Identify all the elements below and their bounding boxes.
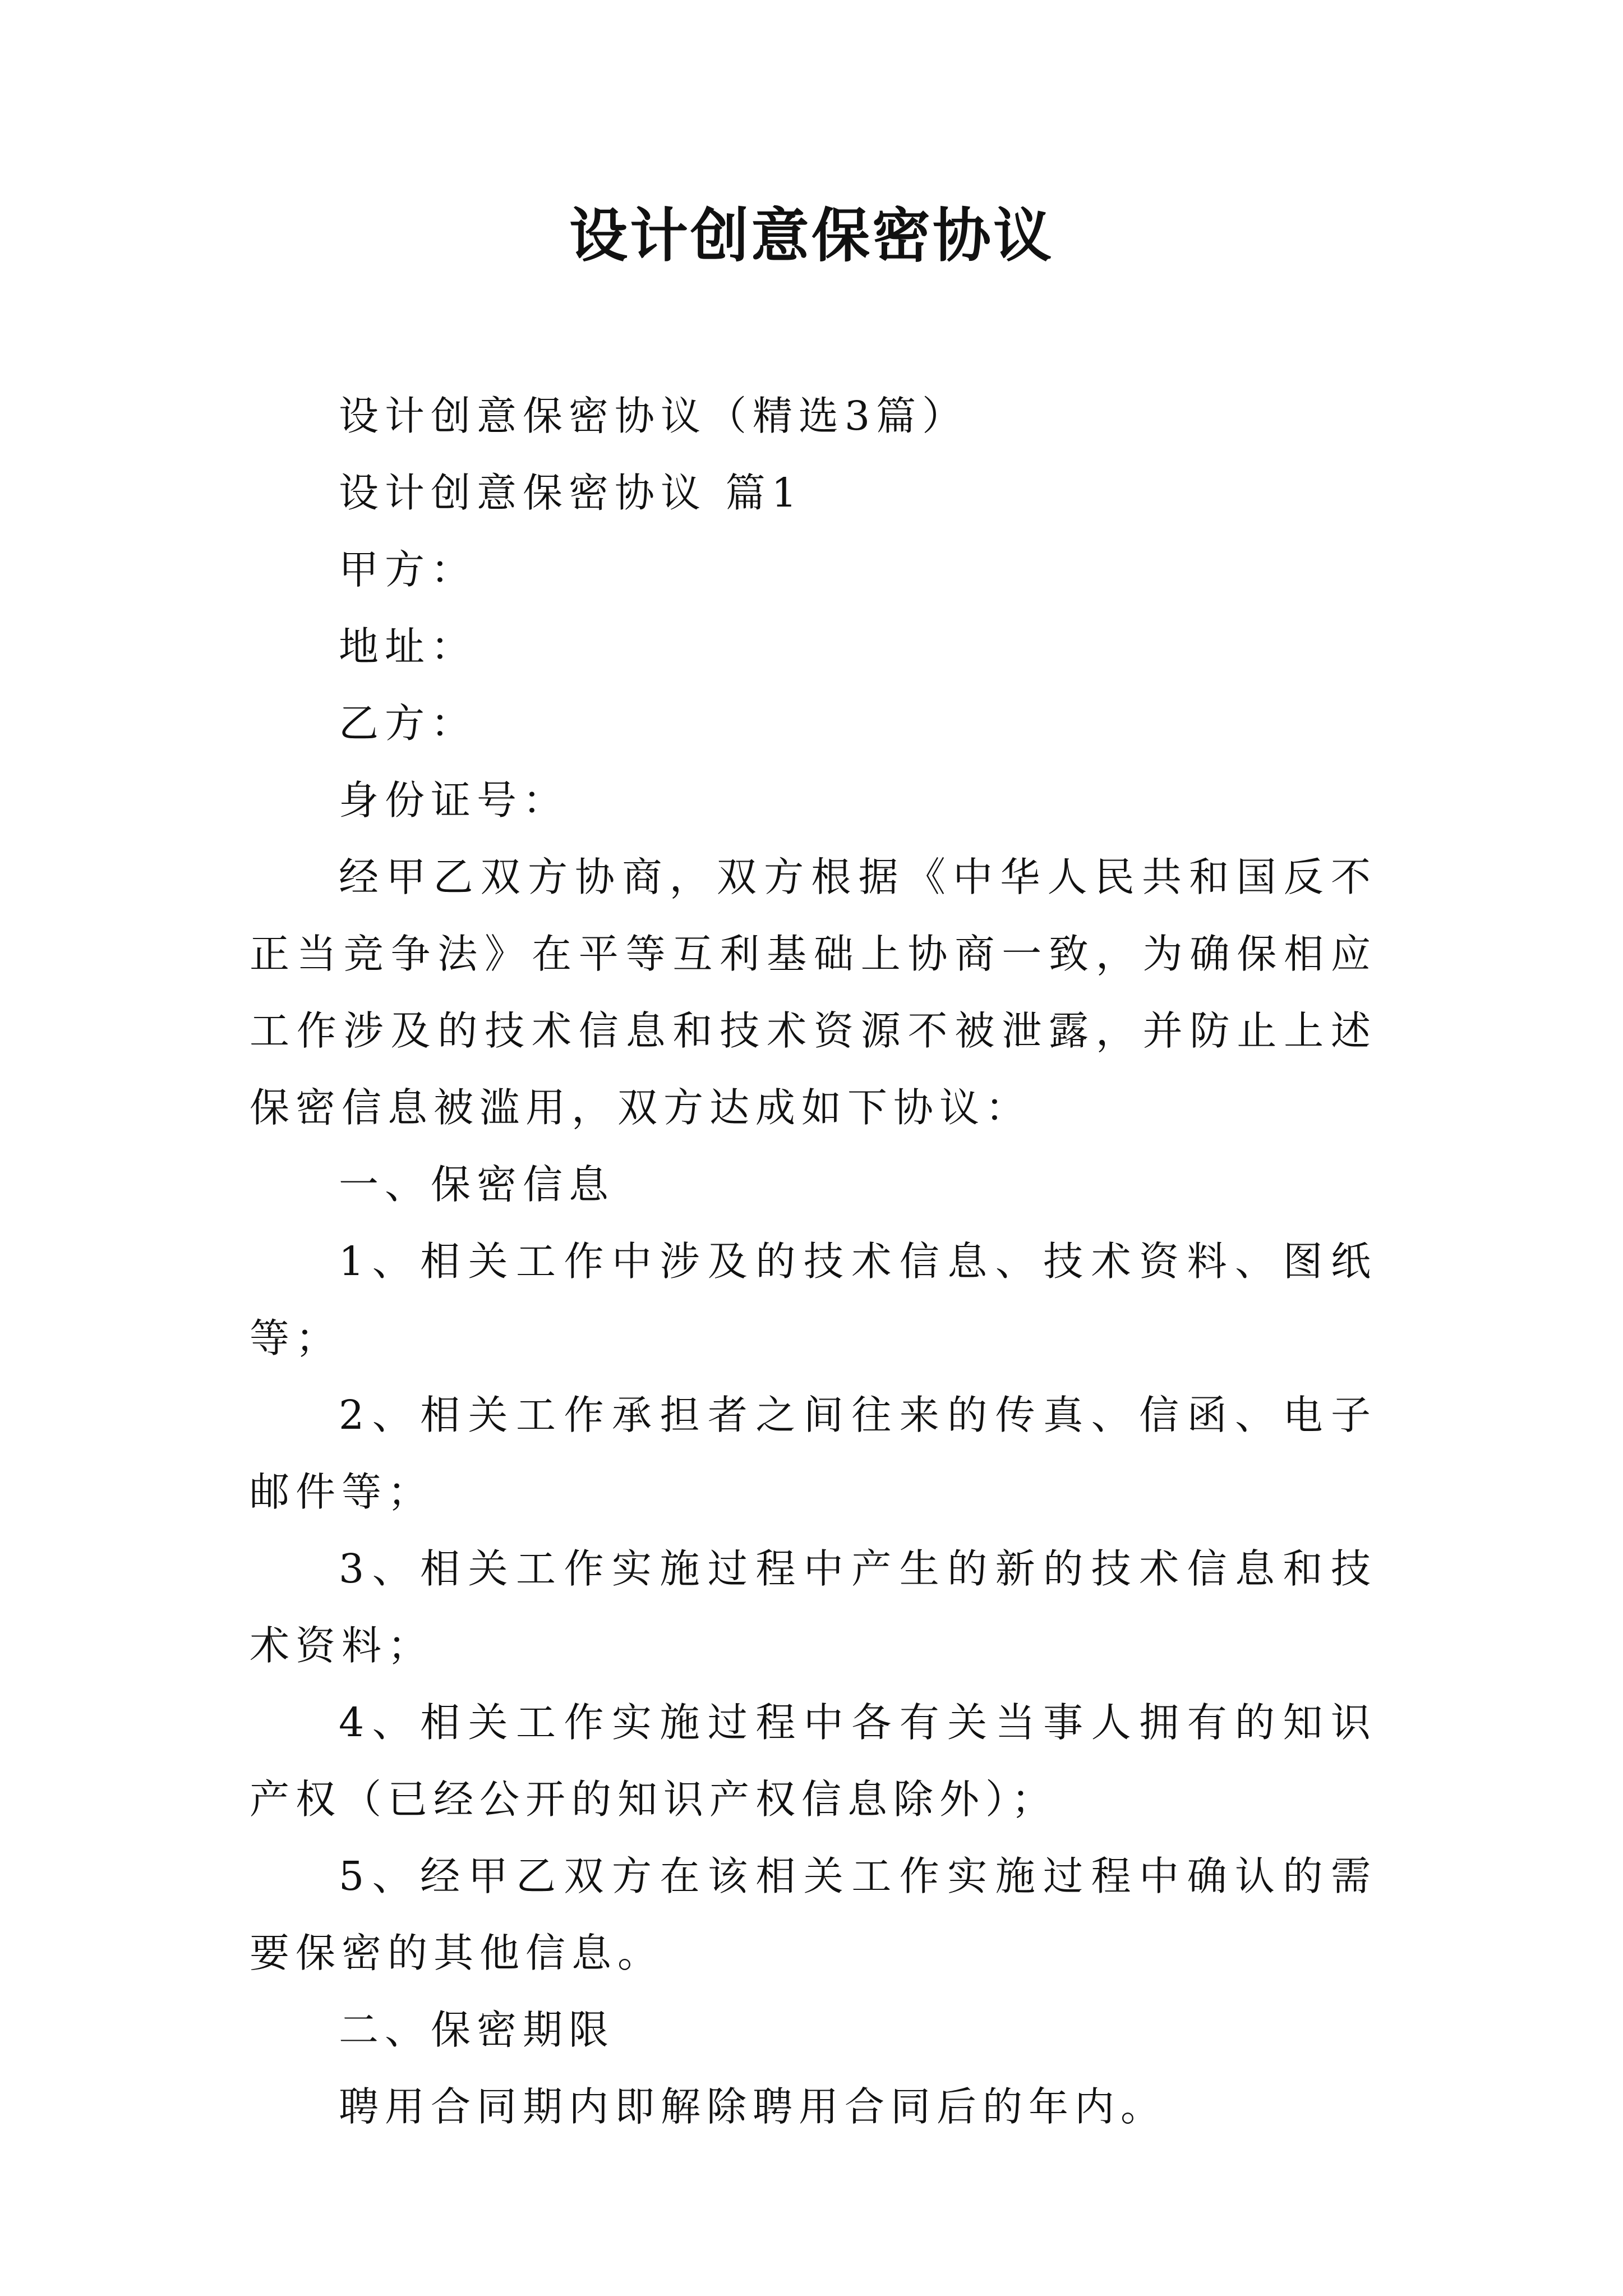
paragraph-heading-confidential-period: 二、保密期限 bbox=[339, 2007, 615, 2053]
paragraph-section-heading: 设计创意保密协议 篇1 bbox=[339, 470, 803, 516]
paragraph-id-number: 身份证号： bbox=[339, 777, 569, 823]
paragraph-party-a: 甲方： bbox=[339, 546, 477, 593]
paragraph-item-1: 1、相关工作中涉及的技术信息、技术资料、图纸等； bbox=[250, 1238, 1377, 1361]
paragraph-preamble: 经甲乙双方协商，双方根据《中华人民共和国反不正当竞争法》在平等互利基础上协商一致，为确保相应工作涉及的技术信息和技术资源不被泄露，并防止上述保密信息被滥用，双方达成如下协议： bbox=[250, 854, 1377, 1131]
paragraph-party-b: 乙方： bbox=[339, 700, 477, 747]
paragraph-item-4: 4、相关工作实施过程中各有关当事人拥有的知识产权（已经公开的知识产权信息除外）； bbox=[250, 1699, 1377, 1823]
paragraph-item-5: 5、经甲乙双方在该相关工作实施过程中确认的需要保密的其他信息。 bbox=[250, 1853, 1377, 1976]
paragraph-address: 地址： bbox=[339, 623, 477, 670]
paragraph-subtitle: 设计创意保密协议（精选3篇） bbox=[339, 393, 969, 439]
document-title: 设计创意保密协议 bbox=[569, 201, 1054, 270]
paragraph-item-3: 3、相关工作实施过程中产生的新的技术信息和技术资料； bbox=[250, 1545, 1377, 1669]
paragraph-item-2: 2、相关工作承担者之间往来的传真、信函、电子邮件等； bbox=[250, 1392, 1377, 1515]
document-body bbox=[250, 378, 1377, 2145]
paragraph-heading-confidential-info: 一、保密信息 bbox=[339, 1161, 615, 1208]
paragraph-period-text: 聘用合同期内即解除聘用合同后的年内。 bbox=[339, 2083, 1167, 2130]
